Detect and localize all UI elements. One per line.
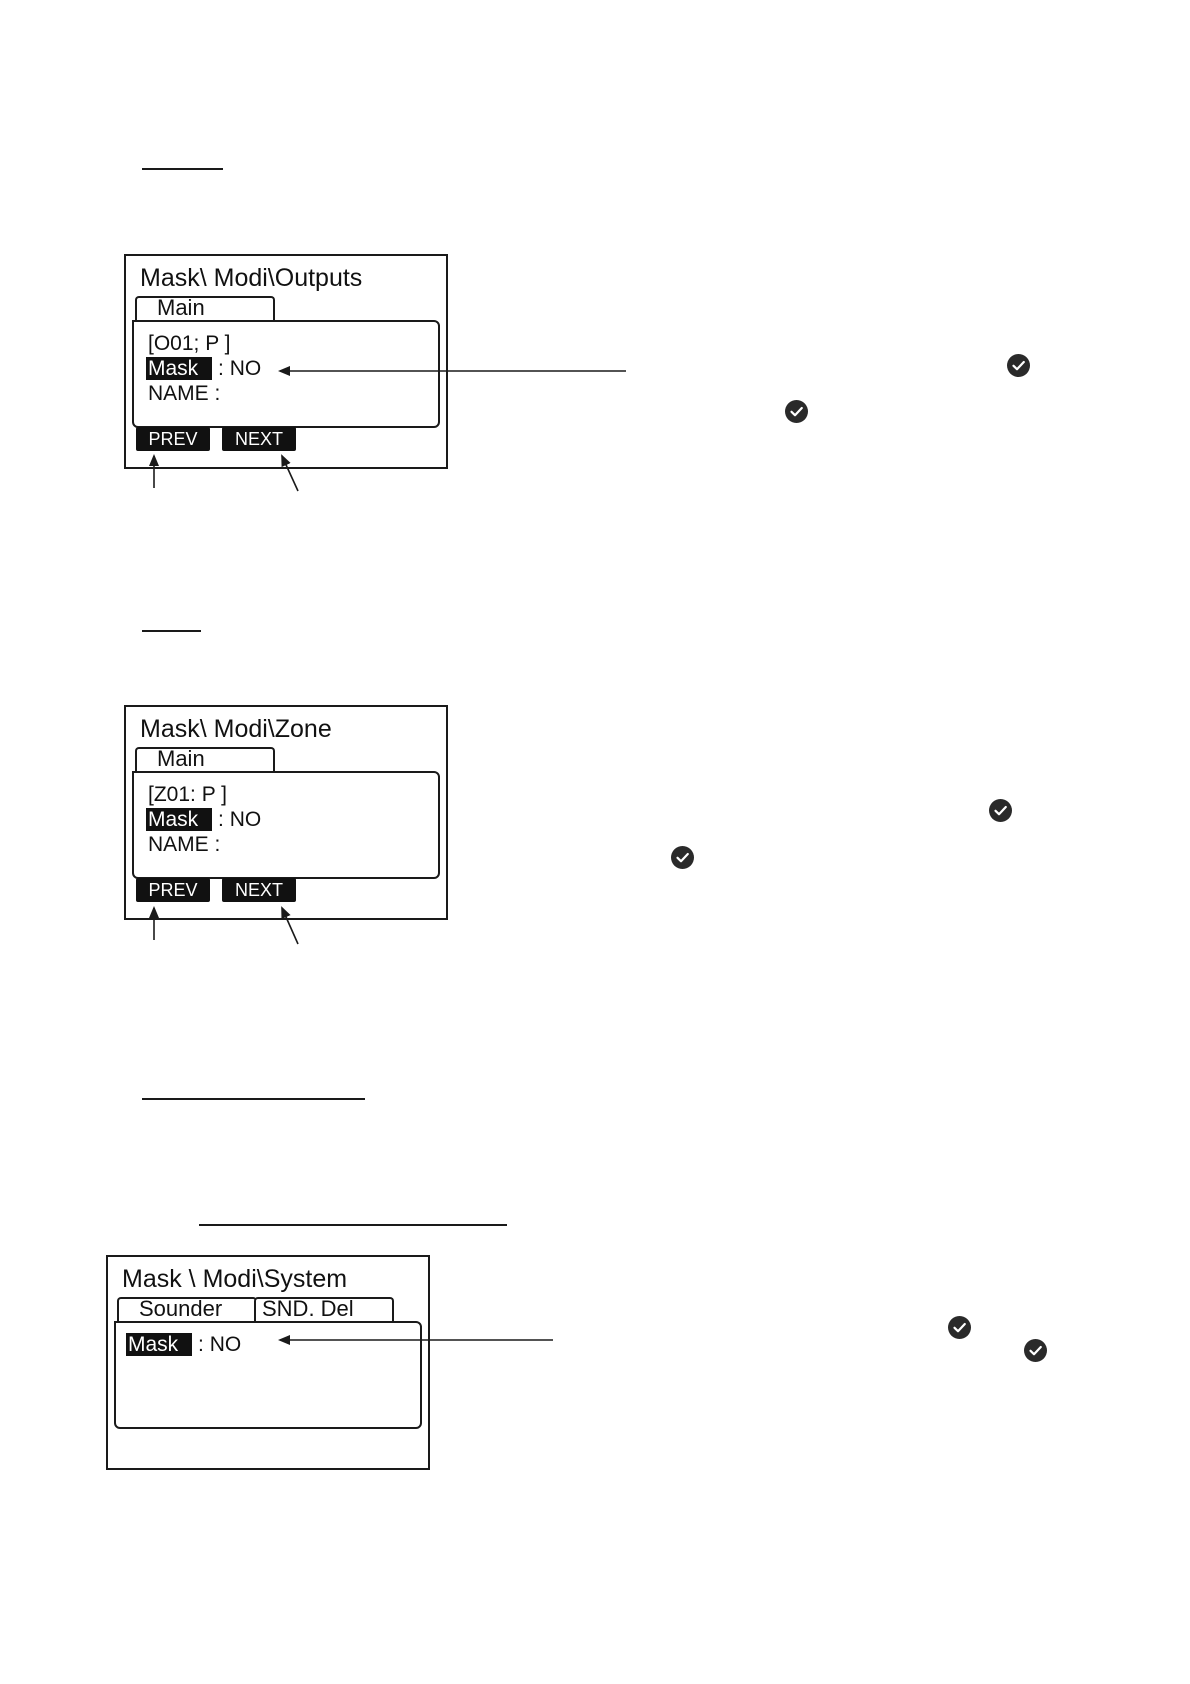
mask-label: Mask — [146, 808, 212, 831]
tab-label: Main — [157, 295, 205, 320]
check-circle-icon — [785, 400, 808, 423]
check-circle-icon — [948, 1316, 971, 1339]
check-circle-icon — [989, 799, 1012, 822]
next-button[interactable]: NEXT — [222, 427, 296, 451]
mask-value: : NO — [212, 357, 262, 380]
check-circle-icon — [1007, 354, 1030, 377]
mask-value: : NO — [192, 1333, 242, 1356]
next-button[interactable]: NEXT — [222, 878, 296, 902]
prev-button[interactable]: PREV — [136, 427, 210, 451]
tab-label: Main — [157, 746, 205, 771]
screen-title: Mask\ Modi\Zone — [140, 715, 332, 743]
name-row: NAME : — [148, 382, 221, 405]
mask-label: Mask — [146, 357, 212, 380]
zone-id: [Z01: P ] — [148, 783, 227, 806]
arrow-next-zone — [282, 908, 298, 944]
tab-label: SND. Del — [262, 1296, 354, 1321]
mask-value: : NO — [212, 808, 262, 831]
check-circle-icon — [671, 846, 694, 869]
check-circle-icon — [1024, 1339, 1047, 1362]
arrow-next-outputs — [282, 456, 298, 491]
prev-button[interactable]: PREV — [136, 878, 210, 902]
screen-title: Mask \ Modi\System — [122, 1265, 348, 1293]
mask-label: Mask — [126, 1333, 192, 1356]
name-row: NAME : — [148, 833, 221, 856]
screen-title: Mask\ Modi\Outputs — [140, 264, 363, 292]
output-id: [O01; P ] — [148, 332, 231, 355]
tab-label: Sounder — [139, 1296, 223, 1321]
